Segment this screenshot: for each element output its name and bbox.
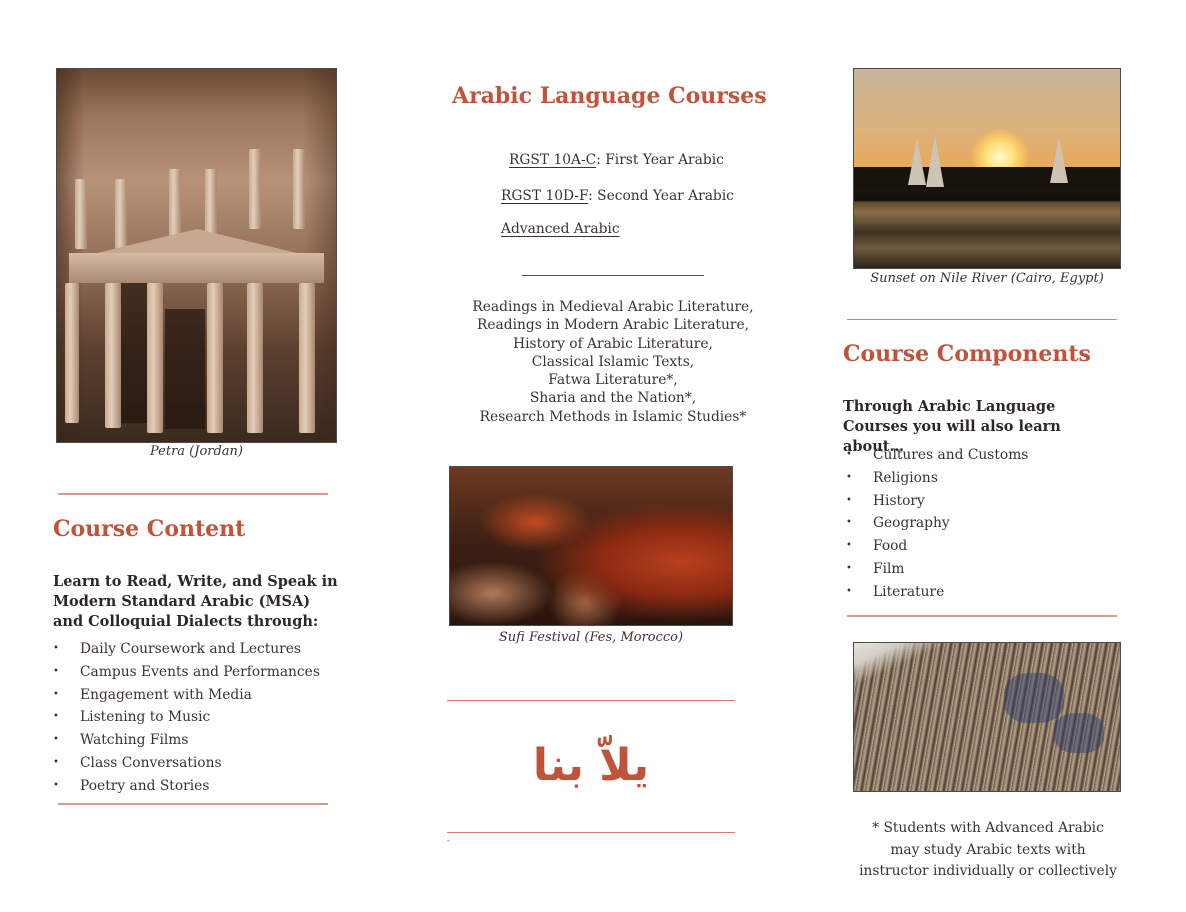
- petra-caption: Petra (Jordan): [149, 444, 244, 459]
- course-second-year: [501, 188, 734, 204]
- list-item: • Campus Events and Performances: [53, 661, 343, 684]
- calligraphy-photo: [853, 642, 1121, 792]
- reading-item: Readings in Medieval Arabic Literature,: [472, 299, 754, 315]
- reading-item: History of Arabic Literature,: [513, 335, 713, 352]
- divider: [847, 615, 1117, 617]
- list-item: • Cultures and Customs: [846, 444, 1126, 467]
- course-advanced: [501, 221, 620, 237]
- list-item: • History: [846, 490, 1126, 513]
- page-title: Arabic Language Courses: [452, 83, 767, 109]
- reading-item: Research Methods in Islamic Studies*: [479, 408, 747, 425]
- list-item: • Watching Films: [53, 729, 343, 752]
- list-item: • Class Conversations: [53, 752, 343, 775]
- list-item: • Geography: [846, 512, 1126, 535]
- list-item: • Daily Coursework and Lectures: [53, 638, 343, 661]
- reading-item: Readings in Modern Arabic Literature,: [476, 317, 749, 334]
- course-first-year: [509, 152, 724, 168]
- course-name: : First Year Arabic: [596, 152, 724, 168]
- course-content-heading: Course Content: [53, 516, 246, 542]
- readings-list: [460, 298, 766, 426]
- short-divider: [522, 275, 704, 276]
- divider: [447, 700, 735, 701]
- reading-item: Classical Islamic Texts,: [531, 353, 695, 370]
- list-item: • Literature: [846, 581, 1126, 604]
- divider: [58, 493, 328, 495]
- divider: [58, 803, 328, 805]
- list-item: • Food: [846, 535, 1126, 558]
- stray-mark: -: [447, 836, 450, 845]
- course-components-lead: Through Arabic Language Courses you will also learn about…: [843, 398, 1061, 455]
- course-content-list: [53, 638, 343, 798]
- course-content-lead: Learn to Read, Write, and Speak in Modern Standard Arabic (MSA) and Colloquial Dialects through:: [53, 573, 338, 630]
- advanced-footnote: * Students with Advanced Arabic may study Arabic texts with instructor individually or collectively: [859, 820, 1117, 879]
- course-code-link[interactable]: RGST 10D-F: [501, 188, 589, 204]
- list-item: • Religions: [846, 467, 1126, 490]
- reading-item: Sharia and the Nation*,: [529, 390, 697, 407]
- course-code-link[interactable]: Advanced Arabic: [501, 221, 620, 237]
- petra-photo: [56, 68, 337, 443]
- sufi-festival-photo: [449, 466, 733, 626]
- course-name: : Second Year Arabic: [588, 188, 734, 204]
- list-item: • Listening to Music: [53, 706, 343, 729]
- sufi-caption: Sufi Festival (Fes, Morocco): [498, 630, 684, 645]
- nile-caption: Sunset on Nile River (Cairo, Egypt): [870, 271, 1104, 286]
- list-item: • Film: [846, 558, 1126, 581]
- course-components-heading: Course Components: [843, 341, 1091, 367]
- course-components-list: [846, 444, 1126, 604]
- divider: [847, 319, 1117, 320]
- course-code-link[interactable]: RGST 10A-C: [509, 152, 597, 168]
- reading-item: Fatwa Literature*,: [548, 372, 678, 389]
- divider: [447, 832, 735, 833]
- nile-sunset-photo: [853, 68, 1121, 269]
- list-item: • Poetry and Stories: [53, 775, 343, 798]
- list-item: • Engagement with Media: [53, 684, 343, 707]
- arabic-slogan: يلاّ بنا: [532, 740, 650, 791]
